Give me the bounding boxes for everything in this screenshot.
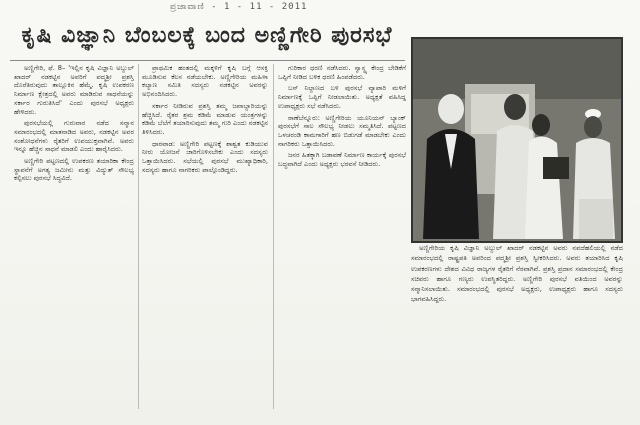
news-photo (411, 37, 623, 243)
page-title: ಕೃಷಿ ವಿಜ್ಞಾನಿ ಬೆಂಬಲಕ್ಕೆ ಬಂದ ಅಣ್ಣಿಗೇರಿ ಪುರಸಭೆ (21, 22, 393, 48)
paragraph: ಸರ್ಕಾರ ನೀಡಿರುವ ಪ್ರಶಸ್ತಿ ತಮ್ಮ ಜವಾಬ್ದಾರಿಯನ್ನು ಹೆಚ್ಚಿಸಿದೆ. ರೈತರ ಶ್ರಮ ಕಡಿಮೆ ಮಾಡುವ ಯಂತ್ರಗಳನ್ನು ಕಡಿಮೆ ಬೆಲೆಗೆ ತಯಾರಿಸುವುದು ತಮ್ಮ ಗುರಿ ಎಂದು ನಡಕಟ್ಟಿನ ತಿಳಿಸಿದರು. (142, 101, 268, 136)
paragraph: ಬಸ್ ನಿಲ್ದಾಣದ ಬಳಿ ಪುರಸಭೆ ವ್ಯಾಪಾರಿ ಮಳಿಗೆ ನಿರ್ಮಾಣಕ್ಕೆ ಒಪ್ಪಿಗೆ ನೀಡಲಾಯಿತು. ಅಧ್ಯಕ್ಷತೆ ವಹಿಸಿದ್ದ ಉಪಾಧ್ಯಕ್ಷರು ಸಭೆ ನಡೆಸಿದರು. (278, 84, 406, 110)
paragraph: ಪುರಸಭೆಯಲ್ಲಿ ಗುರುವಾರ ನಡೆದ ಸನ್ಮಾನ ಸಮಾರಂಭದಲ್ಲಿ ಮಾತನಾಡಿದ ಅವರು, ನಡಕಟ್ಟಿನ ಅವರ ಸಂಶೋಧನೆಗಳು ರೈತರಿಗೆ ಉಪಯುಕ್ತವಾಗಿವೆ. ಅವರು ಇನ್ನೂ ಹೆಚ್ಚಿನ ಸಾಧನೆ ಮಾಡಲಿ ಎಂದು ಹಾರೈಸಿದರು. (14, 119, 134, 154)
article-column-2 (142, 64, 268, 414)
award-ceremony-photo (413, 39, 621, 241)
paragraph: ರಾಣೆಬೆನ್ನೂರು: ಅಣ್ಣಿಗೇರಿಯ ಯೂನಿಯನ್ ಬ್ಯಾಂಕ್ ಪುರಸಭೆಗೆ ಸಾಲ ಸೌಲಭ್ಯ ನೀಡಲು ಸಮ್ಮತಿಸಿದೆ. ಪಟ್ಟಣದ ಒಳಚರಂಡಿ ಕಾಮಗಾರಿಗೆ ಹಣ ಬಿಡುಗಡೆ ಮಾಡಬೇಕು ಎಂದು ನಾಗರಿಕರು ಒತ್ತಾಯಿಸಿದರು. (278, 113, 406, 148)
article-column-3 (278, 64, 406, 414)
article-column-1 (14, 64, 134, 414)
paragraph: ಅಣ್ಣಿಗೇರಿ ಪಟ್ಟಣದಲ್ಲಿ ಉಪಕರಣ ತಯಾರಿಕಾ ಕೇಂದ್ರ ಸ್ಥಾಪನೆಗೆ ಅಗತ್ಯ ಜಮೀನು ಮತ್ತು ವಿದ್ಯುತ್ ಸೌಲಭ್ಯ ಕಲ್ಪಿಸಲು ಪುರಸಭೆ ಸಿದ್ಧವಿದೆ. (14, 157, 134, 183)
column-divider (138, 64, 139, 409)
paragraph: ಗುರಿಕಾರ ಧರಣಿ ನಡೆಸಿದರು. ಸ್ವಾಸ್ಥ್ಯ ಕೇಂದ್ರ ಬೇಡಿಕೆಗೆ ಒಪ್ಪಿಗೆ ನೀಡಿದ ಬಳಿಕ ಧರಣಿ ಹಿಂಪಡೆದರು. (278, 64, 406, 81)
paragraph: ಧಾರವಾಡ: ಅಣ್ಣಿಗೇರಿ ಪಟ್ಟಣಕ್ಕೆ ಶಾಶ್ವತ ಕುಡಿಯುವ ನೀರು ಯೋಜನೆ ಜಾರಿಗೊಳಿಸಬೇಕು ಎಂದು ಸದಸ್ಯರು ಒತ್ತಾಯಿಸಿದರು. ಸಭೆಯಲ್ಲಿ ಪುರಸಭೆ ಮುಖ್ಯಾಧಿಕಾರಿ, ಸದಸ್ಯರು ಹಾಗೂ ನಾಗರಿಕರು ಪಾಲ್ಗೊಂಡಿದ್ದರು. (142, 139, 268, 174)
paragraph: ಅಣ್ಣಿಗೇರಿ, ಫೆ. 8– 'ಇಲ್ಲಿನ ಕೃಷಿ ವಿಜ್ಞಾನಿ ಅಬ್ದುಲ್ ಖಾದರ್ ನಡಕಟ್ಟಿನ ಅವರಿಗೆ ಪದ್ಮಶ್ರೀ ಪ್ರಶಸ್ತಿ ದೊರೆತಿರುವುದು ತಾಲ್ಲೂಕಿನ ಹೆಮ್ಮೆ. ಕೃಷಿ ಉಪಕರಣ ನಿರ್ಮಾಣ ಕ್ಷೇತ್ರದಲ್ಲಿ ಅವರು ಮಾಡಿರುವ ಸಾಧನೆಯನ್ನು ಸರ್ಕಾರ ಗುರುತಿಸಿದೆ' ಎಂದು ಪುರಸಭೆ ಅಧ್ಯಕ್ಷರು ಹೇಳಿದರು. (14, 64, 134, 116)
column-divider (273, 64, 274, 409)
photo-caption (411, 243, 623, 393)
masthead-note: ಪ್ರಜಾವಾಣಿ - 1 - 11 - 2011 (170, 2, 308, 12)
paragraph: ಪ್ರಾಥಮಿಕ ಹಂತದಲ್ಲಿ ಮಕ್ಕಳಿಗೆ ಕೃಷಿ ಬಗ್ಗೆ ಆಸಕ್ತಿ ಮೂಡಿಸುವ ಕೆಲಸ ನಡೆಯಬೇಕು. ಅಣ್ಣಿಗೇರಿಯ ಮಹಿಳಾ ಕಲ್ಯಾಣ ಸಮಿತಿ ಸದಸ್ಯರು ನಡಕಟ್ಟಿನ ಅವರನ್ನು ಅಭಿನಂದಿಸಿದರು. (142, 64, 268, 99)
headline-rule (10, 60, 405, 61)
caption-text: ಅಣ್ಣಿಗೇರಿಯ ಕೃಷಿ ವಿಜ್ಞಾನಿ ಅಬ್ದುಲ್ ಖಾದರ್ ನಡಕಟ್ಟಿನ ಅವರು ನವದೆಹಲಿಯಲ್ಲಿ ನಡೆದ ಸಮಾರಂಭದಲ್ಲಿ ರಾಷ್ಟ್ರಪತಿ ಅವರಿಂದ ಪದ್ಮಶ್ರೀ ಪ್ರಶಸ್ತಿ ಸ್ವೀಕರಿಸಿದರು. ಅವರು ತಯಾರಿಸಿದ ಕೃಷಿ ಉಪಕರಣಗಳು ದೇಶದ ವಿವಿಧ ರಾಜ್ಯಗಳ ರೈತರಿಗೆ ನೆರವಾಗಿವೆ. ಪ್ರಶಸ್ತಿ ಪ್ರದಾನ ಸಮಾರಂಭದಲ್ಲಿ ಕೇಂದ್ರ ಸಚಿವರು ಹಾಗೂ ಗಣ್ಯರು ಉಪಸ್ಥಿತರಿದ್ದರು. ಅಣ್ಣಿಗೇರಿ ಪುರಸಭೆ ವತಿಯಿಂದ ಅವರನ್ನು ಸನ್ಮಾನಿಸಲಾಯಿತು. ಸಮಾರಂಭದಲ್ಲಿ ಪುರಸಭೆ ಅಧ್ಯಕ್ಷರು, ಉಪಾಧ್ಯಕ್ಷರು ಹಾಗೂ ಸದಸ್ಯರು ಭಾಗವಹಿಸಿದ್ದರು. (411, 244, 623, 304)
paragraph: ಜನರ ಹಿತಕ್ಕಾಗಿ ಬಡಾವಣೆ ನಿರ್ಮಾಣ ಕಾರ್ಯಕ್ಕೆ ಪುರಸಭೆ ಬದ್ಧವಾಗಿದೆ ಎಂದು ಅಧ್ಯಕ್ಷರು ಭರವಸೆ ನೀಡಿದರು. (278, 151, 406, 169)
